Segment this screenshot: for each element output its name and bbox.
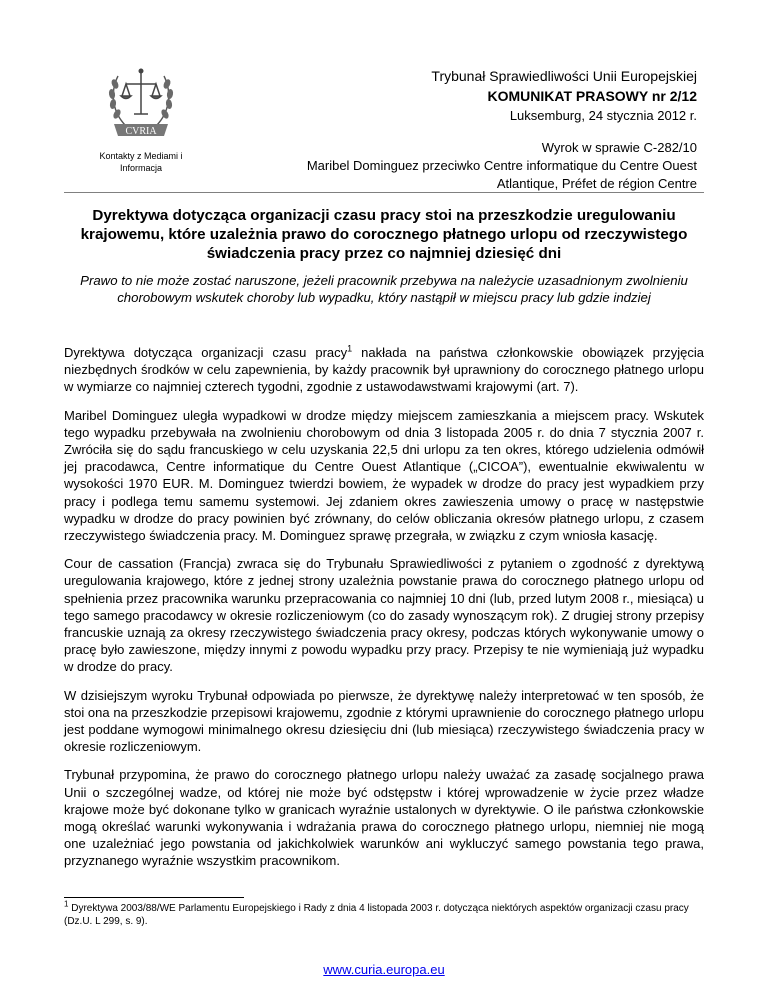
release-number: KOMUNIKAT PRASOWY nr 2/12	[487, 88, 697, 104]
footnote	[64, 899, 704, 928]
curia-logo	[78, 64, 204, 174]
footnote-reference[interactable]: 1	[347, 343, 353, 354]
press-release-header	[431, 66, 697, 126]
case-parties-line1: Maribel Dominguez przeciwko Centre informatique du Centre Ouest	[306, 158, 697, 173]
curia-website-link[interactable]: www.curia.europa.eu	[323, 962, 445, 977]
paragraph-5: Trybunał przypomina, że prawo do corocznego płatnego urlopu należy uważać za zasadę socjalnego prawa Unii o szczególnej wadze, od której nie może być odstępstw i której wprowadzenie w życie przez władze krajowe może być dokonane tylko w granicach wyraźnie ustalonych w dyrektywie. O ile państwa członkowskie mogą określać warunki wykonywania i wdrażania prawa do corocznego płatnego urlopu, niemniej nie mogą one uzależniać jego powstania od jakichkolwiek warunków ani wykluczyć samego powstania tego prawa, przyznanego wyraźnie wszystkim pracownikom.	[64, 767, 704, 869]
curia-emblem-icon	[104, 64, 178, 146]
footer	[0, 962, 768, 977]
footnote-text: Dyrektywa 2003/88/WE Parlamentu Europejskiego i Rady z dnia 4 listopada 2003 r. dotycząca niektórych aspektów organizacji czasu pracy (Dz.U. L 299, s. 9).	[64, 903, 689, 927]
paragraph-3: Cour de cassation (Francja) zwraca się do Trybunału Sprawiedliwości z pytaniem o zgodność z dyrektywą uregulowania krajowego, które z jednej strony uzależnia powstanie prawa do corocznego płatnego urlopu od spełnienia przez pracownika warunku przepracowania co najmniej 10 dni (lub, przed lutym 2008 r., miesiąca) u tego samego pracodawcy w okresie rozliczeniowym (co do zasady wynoszącym rok). Z drugiej strony przepisy francuskie uznają za okresy rzeczywistego świadczenia pracy okresy, podczas których wykonywanie umowy o pracę było zawieszone, między innymi z powodu wypadku przy pracy. Przepisy te nie wymieniają już wypadku w drodze do pracy.	[64, 556, 704, 675]
release-date: Luksemburg, 24 stycznia 2012 r.	[509, 108, 697, 123]
case-info	[307, 139, 697, 193]
institution-name: Trybunał Sprawiedliwości Unii Europejskiej	[431, 68, 697, 84]
header-divider	[64, 192, 704, 193]
press-release-title: Dyrektywa dotycząca organizacji czasu pracy stoi na przeszkodzie uregulowaniu krajowemu, które uzależnia prawo do corocznego płatnego urlopu od rzeczywistego świadczenia pracy przez co najmniej dziesięć dni	[80, 207, 688, 262]
case-parties-line2: Atlantique, Préfet de région Centre	[496, 176, 697, 191]
footnote-divider	[64, 897, 244, 898]
paragraph-1: Dyrektywa dotycząca organizacji czasu pracy$^1$ nakłada na państwa członkowskie obowiązek przyjęcia niezbędnych środków w celu zapewnienia, by każdy pracownik był uprawniony do corocznego płatnego urlopu w wymiarze co najmniej czterech tygodni, zgodnie z ustawodawstwami krajowymi (art. 7).	[64, 343, 704, 395]
media-contacts-caption: Kontakty z Mediami i Informacja	[99, 151, 183, 173]
logo-wordmark: CVRIA	[125, 126, 157, 137]
case-number: Wyrok w sprawie C-282/10	[541, 140, 697, 155]
footnote-marker: 1	[64, 899, 69, 909]
press-release-body	[64, 344, 704, 881]
paragraph-2: Maribel Dominguez uległa wypadkowi w drodze między miejscem zamieszkania a miejscem pracy. Wskutek tego wypadku przebywała na zwolnieniu chorobowym od dnia 3 listopada 2005 r. do dnia 7 stycznia 2007 r. Zwróciła się do sądu francuskiego w celu uzyskania 22,5 dni urlopu za ten okres, którego udzielenia odmówił jej pracodawca, Centre informatique du Centre Ouest Atlantique („CICOA”), ewentualnie ekwiwalentu w wysokości 1970 EUR. M. Dominguez twierdzi bowiem, że wypadek w drodze do pracy jest wypadkiem przy pracy i podlega temu samemu systemowi. Jej zdaniem okres zawieszenia umowy o pracę w następstwie wypadku w drodze do pracy powinien być zrównany, do celów obliczania okresów płatnego urlopu, z czasem rzeczywistego świadczenia pracy. M. Dominguez sprawę przegrała, w związku z czym wniosła kasację.	[64, 407, 704, 544]
paragraph-4: W dzisiejszym wyroku Trybunał odpowiada po pierwsze, że dyrektywę należy interpretować w ten sposób, że stoi ona na przeszkodzie przepisowi krajowemu, zgodnie z którymi uprawnienie do corocznego płatnego urlopu jest poddane wymogowi minimalnego okresu dziesięciu dni (lub miesiąca) rzeczywistego świadczenia pracy w okresie rozliczeniowym.	[64, 687, 704, 755]
press-release-subtitle: Prawo to nie może zostać naruszone, jeżeli pracownik przebywa na należycie uzasadnionym zwolnieniu chorobowym wskutek choroby lub wypadku, który nastąpił w miejscu pracy lub gdzie indziej	[80, 273, 688, 305]
